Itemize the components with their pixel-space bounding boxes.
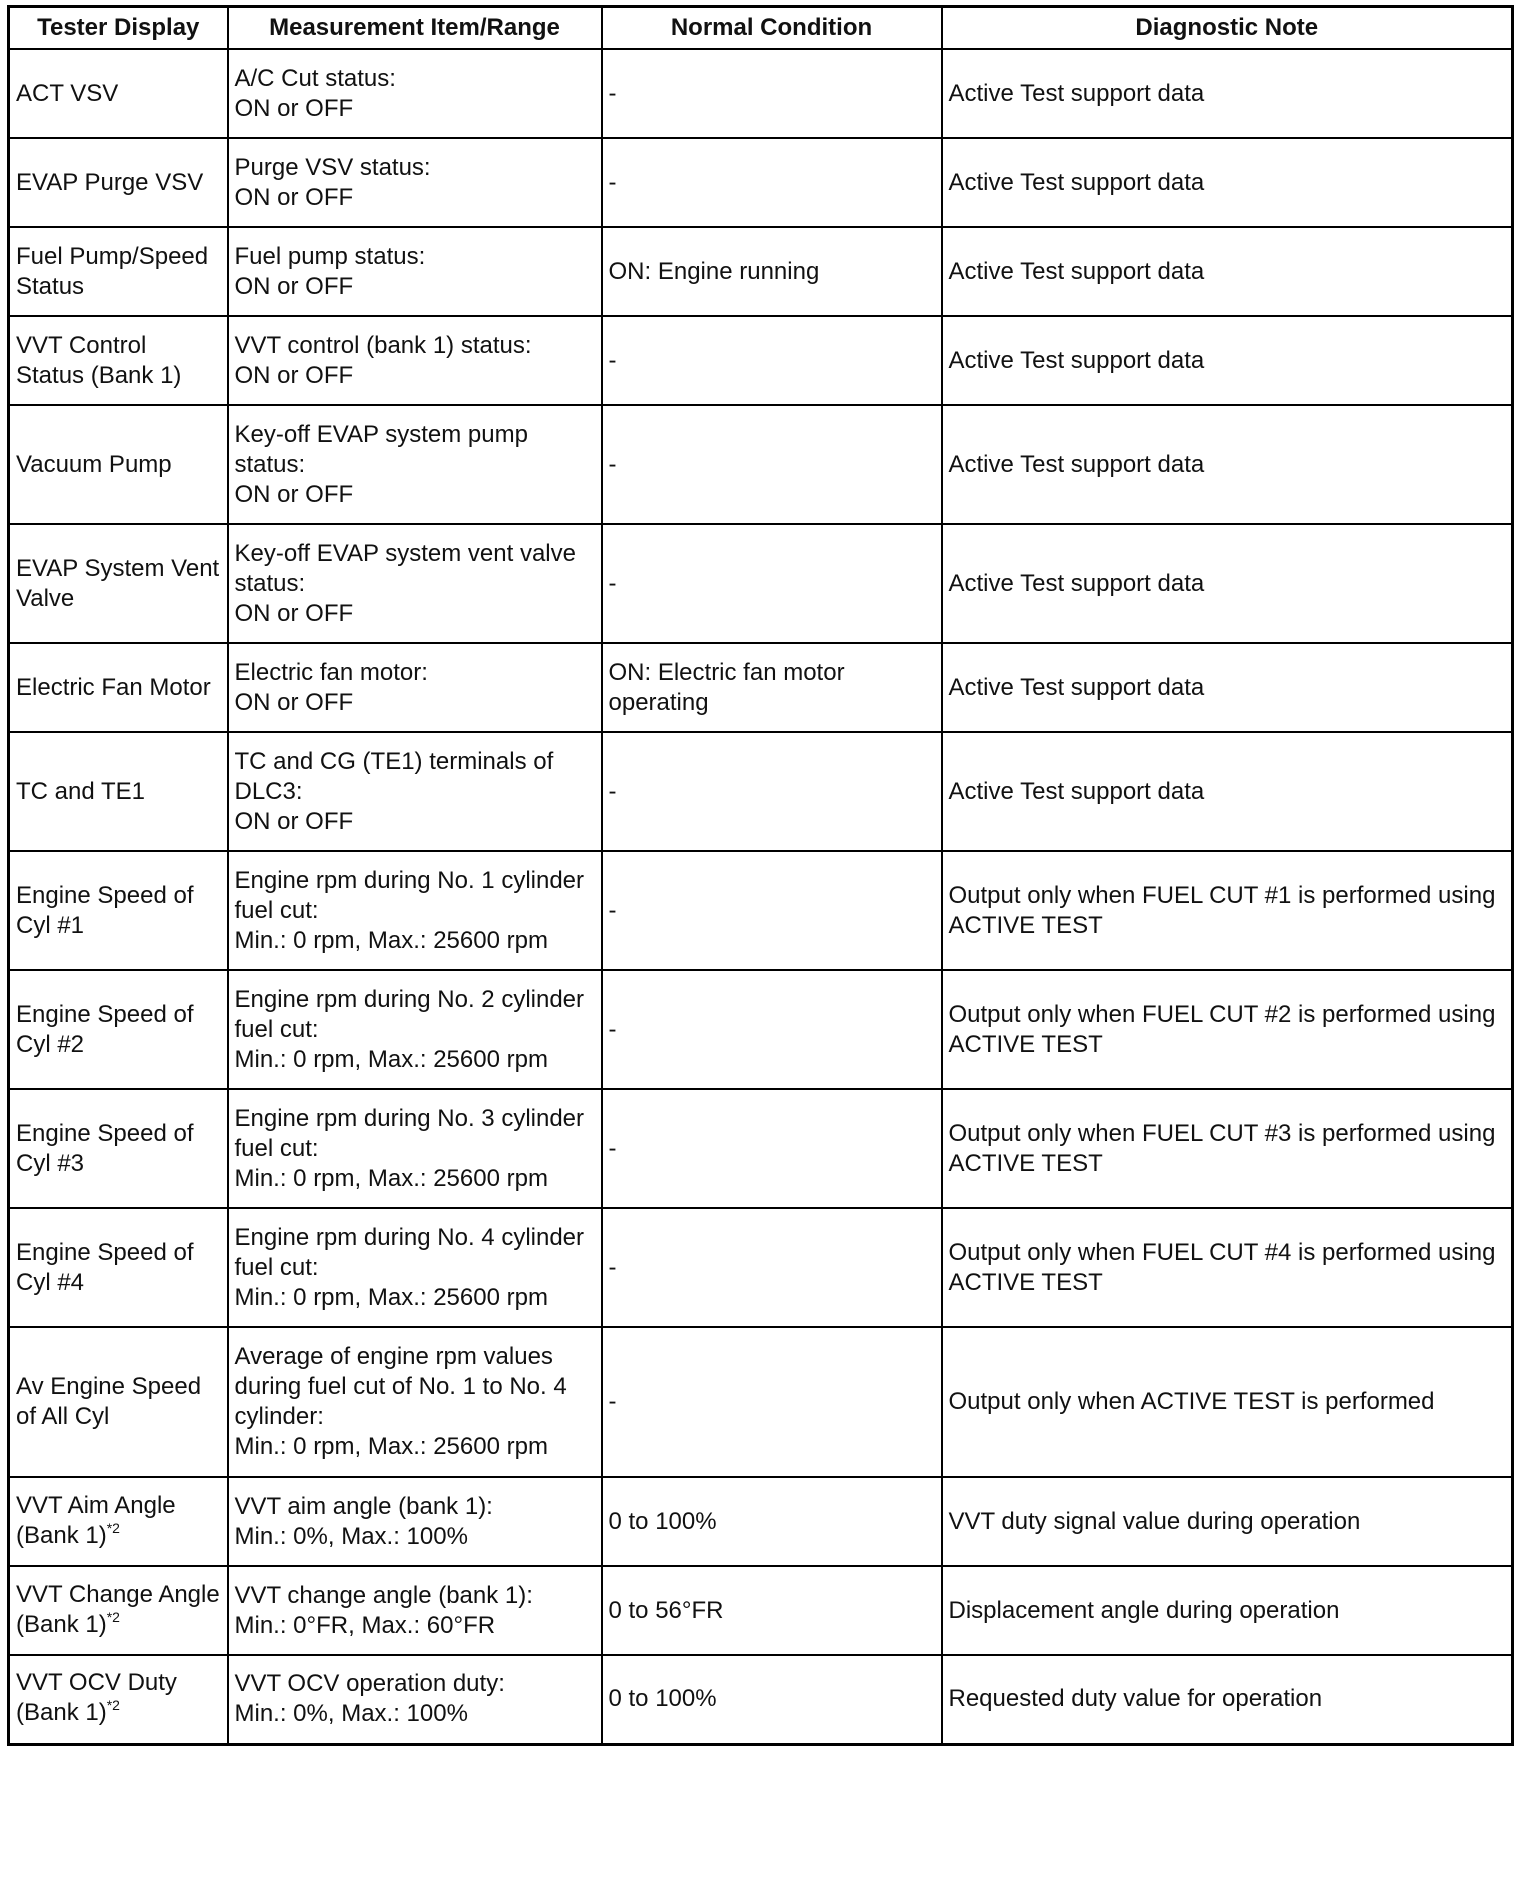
measurement-item-label: VVT aim angle (bank 1): <box>234 1492 493 1520</box>
measurement-range: ON or OFF <box>234 272 354 300</box>
table-row <box>9 970 1513 1089</box>
diagnostic-note-cell: Requested duty value for operation <box>942 1655 1513 1744</box>
tester-display-label: EVAP System Vent Valve <box>16 554 220 612</box>
table-row <box>9 1327 1513 1477</box>
measurement-range: ON or OFF <box>234 807 354 835</box>
table-row <box>9 316 1513 405</box>
measurement-item-cell <box>228 138 602 227</box>
measurement-item-label: Purge VSV status: <box>234 153 431 181</box>
measurement-item-cell <box>228 1208 602 1327</box>
table-row <box>9 49 1513 138</box>
measurement-item-stack <box>235 985 595 1075</box>
tester-display-cell <box>9 1566 228 1655</box>
normal-condition-cell: - <box>602 970 942 1089</box>
measurement-item-cell <box>228 1477 602 1566</box>
measurement-item-stack <box>235 1492 595 1552</box>
footnote-marker: *2 <box>106 1697 120 1714</box>
measurement-item-label: Engine rpm during No. 1 cylinder fuel cut: <box>234 866 585 924</box>
normal-condition-cell: 0 to 100% <box>602 1655 942 1744</box>
measurement-item-cell <box>228 524 602 643</box>
diagnostic-note-cell: Active Test support data <box>942 49 1513 138</box>
measurement-range: Min.: 0 rpm, Max.: 25600 rpm <box>234 926 548 954</box>
normal-condition-cell: - <box>602 49 942 138</box>
measurement-range: ON or OFF <box>234 480 354 508</box>
measurement-range: Min.: 0 rpm, Max.: 25600 rpm <box>234 1045 548 1073</box>
measurement-range: Min.: 0 rpm, Max.: 25600 rpm <box>234 1164 548 1192</box>
measurement-item-stack <box>235 64 595 124</box>
measurement-item-label: Key-off EVAP system pump status: <box>234 420 528 478</box>
measurement-item-cell <box>228 316 602 405</box>
measurement-item-stack <box>235 1104 595 1194</box>
table-row <box>9 1089 1513 1208</box>
measurement-item-cell <box>228 1327 602 1477</box>
measurement-item-label: TC and CG (TE1) terminals of DLC3: <box>234 747 554 805</box>
normal-condition-cell: ON: Engine running <box>602 227 942 316</box>
measurement-range: ON or OFF <box>234 183 354 211</box>
tester-display-cell <box>9 405 228 524</box>
table-body <box>9 49 1513 1744</box>
measurement-item-stack <box>235 539 595 629</box>
measurement-range: Min.: 0%, Max.: 100% <box>234 1522 468 1550</box>
normal-condition-cell: - <box>602 316 942 405</box>
diagnostic-note-cell: Displacement angle during operation <box>942 1566 1513 1655</box>
measurement-item-cell <box>228 970 602 1089</box>
table-header <box>9 7 1513 50</box>
tester-display-label: Vacuum Pump <box>16 450 172 478</box>
measurement-range: ON or OFF <box>234 94 354 122</box>
measurement-item-label: VVT change angle (bank 1): <box>234 1581 533 1609</box>
tester-display-cell <box>9 1208 228 1327</box>
diagnostic-note-cell: Active Test support data <box>942 316 1513 405</box>
tester-display-label: EVAP Purge VSV <box>16 168 204 196</box>
tester-display-label: VVT Change Angle (Bank 1) <box>16 1580 220 1638</box>
tester-display-cell <box>9 1655 228 1744</box>
tester-display-cell <box>9 1327 228 1477</box>
measurement-item-stack <box>235 1669 595 1729</box>
diagnostic-note-cell: Active Test support data <box>942 227 1513 316</box>
measurement-item-stack <box>235 1581 595 1641</box>
measurement-item-label: Engine rpm during No. 3 cylinder fuel cut: <box>234 1104 585 1162</box>
measurement-item-stack <box>235 242 595 302</box>
measurement-item-cell <box>228 1089 602 1208</box>
tester-display-cell <box>9 851 228 970</box>
table-row <box>9 1566 1513 1655</box>
measurement-item-cell <box>228 851 602 970</box>
tester-display-cell <box>9 643 228 732</box>
measurement-item-cell <box>228 227 602 316</box>
tester-display-cell <box>9 524 228 643</box>
tester-display-cell <box>9 49 228 138</box>
tester-display-cell <box>9 970 228 1089</box>
normal-condition-cell: 0 to 100% <box>602 1477 942 1566</box>
tester-display-label: VVT OCV Duty (Bank 1) <box>16 1669 177 1727</box>
tester-display-cell <box>9 316 228 405</box>
table-row <box>9 524 1513 643</box>
data-list-table <box>7 5 1514 1746</box>
measurement-range: Min.: 0%, Max.: 100% <box>234 1700 468 1728</box>
tester-display-label: Engine Speed of Cyl #4 <box>16 1238 194 1296</box>
diagnostic-note-cell: Output only when ACTIVE TEST is performed <box>942 1327 1513 1477</box>
measurement-range: Min.: 0 rpm, Max.: 25600 rpm <box>234 1433 548 1460</box>
measurement-item-stack <box>235 747 595 837</box>
measurement-range: ON or OFF <box>234 361 354 389</box>
table-row <box>9 138 1513 227</box>
tester-display-cell <box>9 732 228 851</box>
measurement-item-cell <box>228 1655 602 1744</box>
header-row <box>9 7 1513 50</box>
diagnostic-note-cell: Output only when FUEL CUT #4 is performed using ACTIVE TEST <box>942 1208 1513 1327</box>
tester-display-cell <box>9 1477 228 1566</box>
measurement-item-stack <box>235 153 595 213</box>
table-row <box>9 405 1513 524</box>
diagnostic-note-cell: Active Test support data <box>942 732 1513 851</box>
normal-condition-cell: - <box>602 1208 942 1327</box>
header-diagnostic-note: Diagnostic Note <box>942 7 1513 50</box>
header-measurement-item: Measurement Item/Range <box>228 7 602 50</box>
diagnostic-note-cell: Output only when FUEL CUT #2 is performed using ACTIVE TEST <box>942 970 1513 1089</box>
tester-display-label: Engine Speed of Cyl #2 <box>16 1000 194 1058</box>
diagnostic-note-cell: Active Test support data <box>942 405 1513 524</box>
measurement-range: Min.: 0 rpm, Max.: 25600 rpm <box>234 1283 548 1311</box>
table-row <box>9 643 1513 732</box>
tester-display-label: VVT Control Status (Bank 1) <box>16 331 182 389</box>
measurement-item-stack <box>235 1342 595 1462</box>
tester-display-cell <box>9 138 228 227</box>
header-tester-display: Tester Display <box>9 7 228 50</box>
tester-display-label: ACT VSV <box>16 79 119 107</box>
diagnostic-note-cell: Active Test support data <box>942 138 1513 227</box>
measurement-item-label: Electric fan motor: <box>234 658 428 686</box>
footnote-marker: *2 <box>106 1519 120 1536</box>
table-row <box>9 732 1513 851</box>
normal-condition-cell: - <box>602 1089 942 1208</box>
normal-condition-cell: - <box>602 851 942 970</box>
tester-display-label: Engine Speed of Cyl #1 <box>16 881 194 939</box>
normal-condition-cell: - <box>602 524 942 643</box>
diagnostic-note-cell: Active Test support data <box>942 524 1513 643</box>
measurement-item-stack <box>235 1223 595 1313</box>
diagnostic-note-cell: Active Test support data <box>942 643 1513 732</box>
measurement-item-label: Engine rpm during No. 4 cylinder fuel cut: <box>234 1223 585 1281</box>
table-row <box>9 227 1513 316</box>
measurement-item-stack <box>235 866 595 956</box>
measurement-item-label: VVT OCV operation duty: <box>234 1670 505 1698</box>
measurement-range: ON or OFF <box>234 688 354 716</box>
measurement-item-label: Engine rpm during No. 2 cylinder fuel cut: <box>234 985 585 1043</box>
measurement-item-stack <box>235 420 595 510</box>
tester-display-label: Fuel Pump/Speed Status <box>16 242 209 300</box>
normal-condition-cell: - <box>602 405 942 524</box>
diagnostic-note-cell: VVT duty signal value during operation <box>942 1477 1513 1566</box>
measurement-range: ON or OFF <box>234 599 354 627</box>
normal-condition-cell: - <box>602 1327 942 1477</box>
diagnostic-note-cell: Output only when FUEL CUT #1 is performed using ACTIVE TEST <box>942 851 1513 970</box>
tester-display-label: TC and TE1 <box>16 777 145 805</box>
measurement-item-stack <box>235 658 595 718</box>
tester-display-cell <box>9 1089 228 1208</box>
footnote-marker: *2 <box>106 1608 120 1625</box>
measurement-item-label: VVT control (bank 1) status: <box>234 331 532 359</box>
normal-condition-cell: - <box>602 138 942 227</box>
tester-display-label: VVT Aim Angle (Bank 1) <box>16 1491 176 1549</box>
document-page <box>7 5 1511 1746</box>
tester-display-label: Electric Fan Motor <box>16 673 211 701</box>
normal-condition-cell: ON: Electric fan motor operating <box>602 643 942 732</box>
measurement-item-cell <box>228 405 602 524</box>
table-row <box>9 1477 1513 1566</box>
measurement-range: Min.: 0°FR, Max.: 60°FR <box>234 1611 496 1639</box>
measurement-item-cell <box>228 49 602 138</box>
tester-display-label: Engine Speed of Cyl #3 <box>16 1119 194 1177</box>
header-normal-condition: Normal Condition <box>602 7 942 50</box>
table-row <box>9 1655 1513 1744</box>
measurement-item-cell <box>228 1566 602 1655</box>
table-row <box>9 851 1513 970</box>
measurement-item-cell <box>228 732 602 851</box>
normal-condition-cell: 0 to 56°FR <box>602 1566 942 1655</box>
measurement-item-label: A/C Cut status: <box>234 64 396 92</box>
measurement-item-stack <box>235 331 595 391</box>
measurement-item-cell <box>228 643 602 732</box>
diagnostic-note-cell: Output only when FUEL CUT #3 is performed using ACTIVE TEST <box>942 1089 1513 1208</box>
measurement-item-label: Key-off EVAP system vent valve status: <box>234 539 576 597</box>
table-row <box>9 1208 1513 1327</box>
normal-condition-cell: - <box>602 732 942 851</box>
measurement-item-label: Average of engine rpm values during fuel cut of No. 1 to No. 4 cylinder: <box>234 1343 567 1430</box>
tester-display-cell <box>9 227 228 316</box>
tester-display-label: Av Engine Speed of All Cyl <box>16 1373 202 1430</box>
measurement-item-label: Fuel pump status: <box>234 242 426 270</box>
